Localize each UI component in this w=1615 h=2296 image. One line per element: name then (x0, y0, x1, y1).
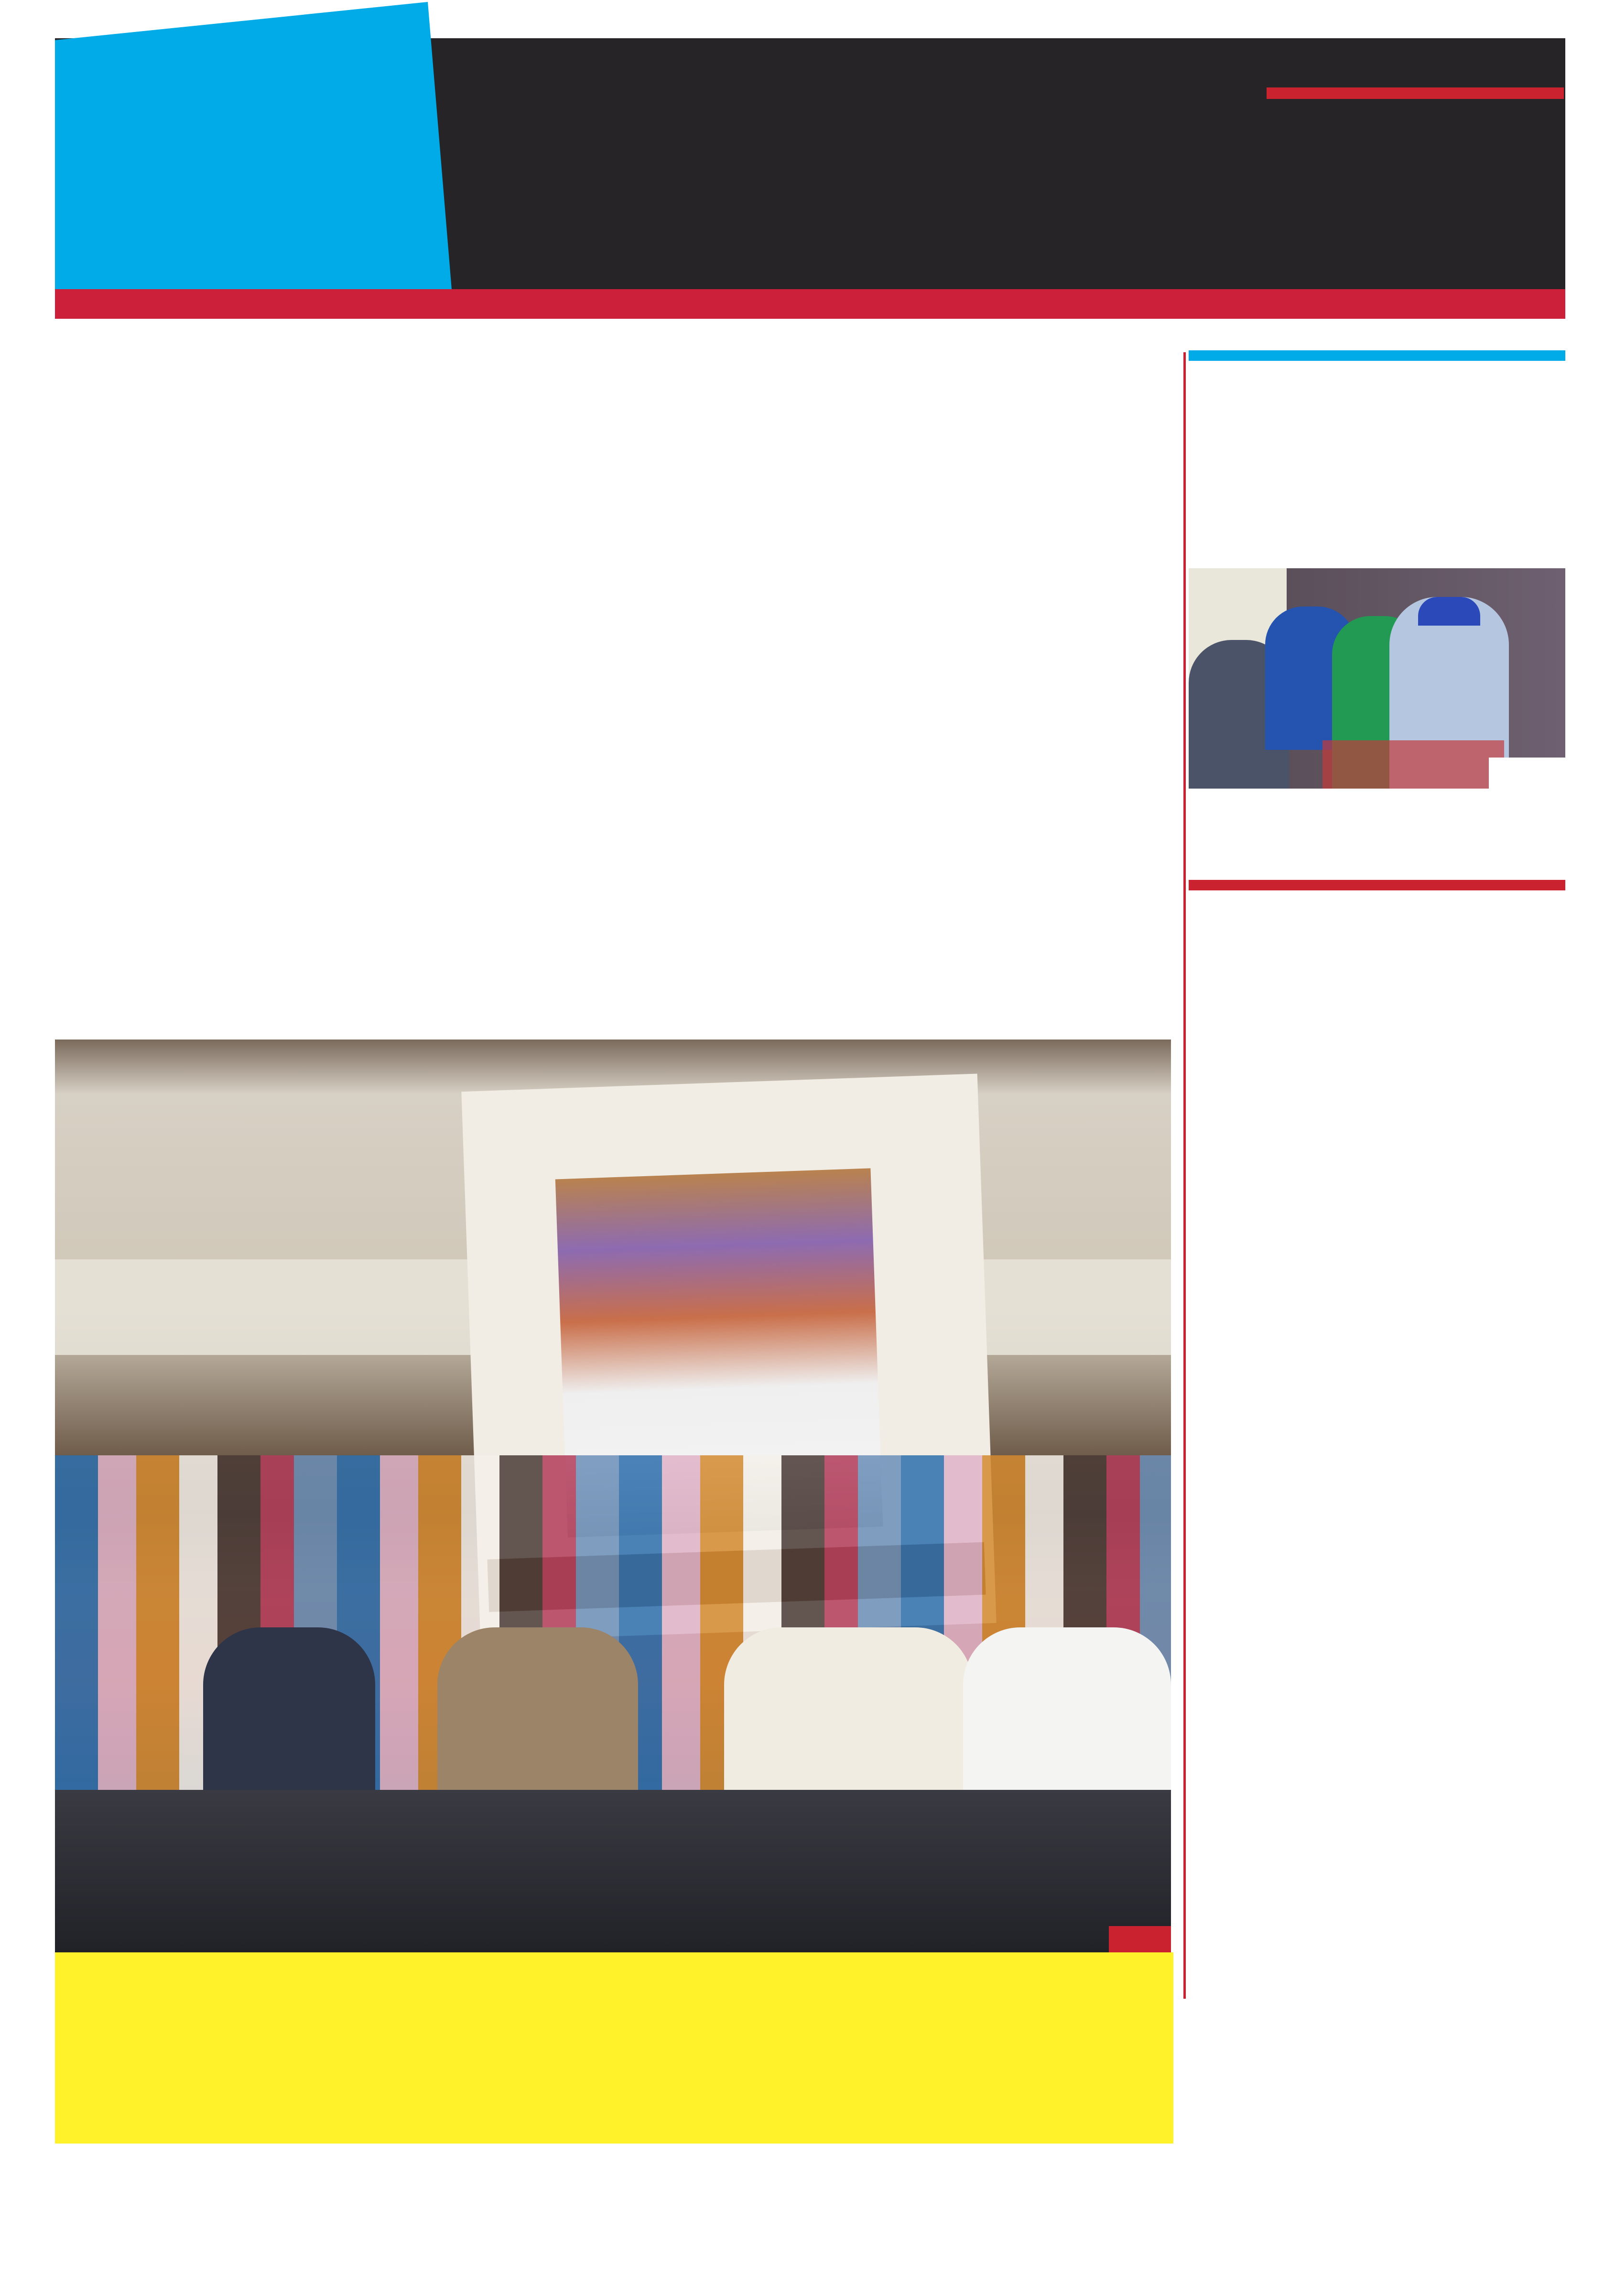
photo-speaker-3 (724, 1627, 973, 1809)
photo-speaker-2 (437, 1627, 638, 1809)
side-story-2-bar (1189, 880, 1565, 890)
side-story-1-bar (1189, 350, 1565, 361)
photo-press-table (55, 1790, 1171, 1952)
lead-deck (55, 1952, 1173, 2144)
masthead-red-rule (1267, 87, 1564, 99)
photo-speaker-1 (203, 1627, 375, 1809)
side-story-1-page-ref[interactable] (1489, 758, 1565, 789)
lead-photo[interactable] (55, 1040, 1171, 1952)
side-story-1-photo[interactable] (1189, 568, 1565, 789)
photo-speaker-4 (963, 1627, 1171, 1809)
lead-page-ref[interactable] (1109, 1926, 1171, 1952)
banner-top-text (553, 1101, 888, 1112)
photo-microphones (1322, 740, 1504, 789)
column-divider (1183, 352, 1186, 1999)
photo-blue-hat (1418, 597, 1480, 626)
masthead-red-band (55, 289, 1565, 319)
